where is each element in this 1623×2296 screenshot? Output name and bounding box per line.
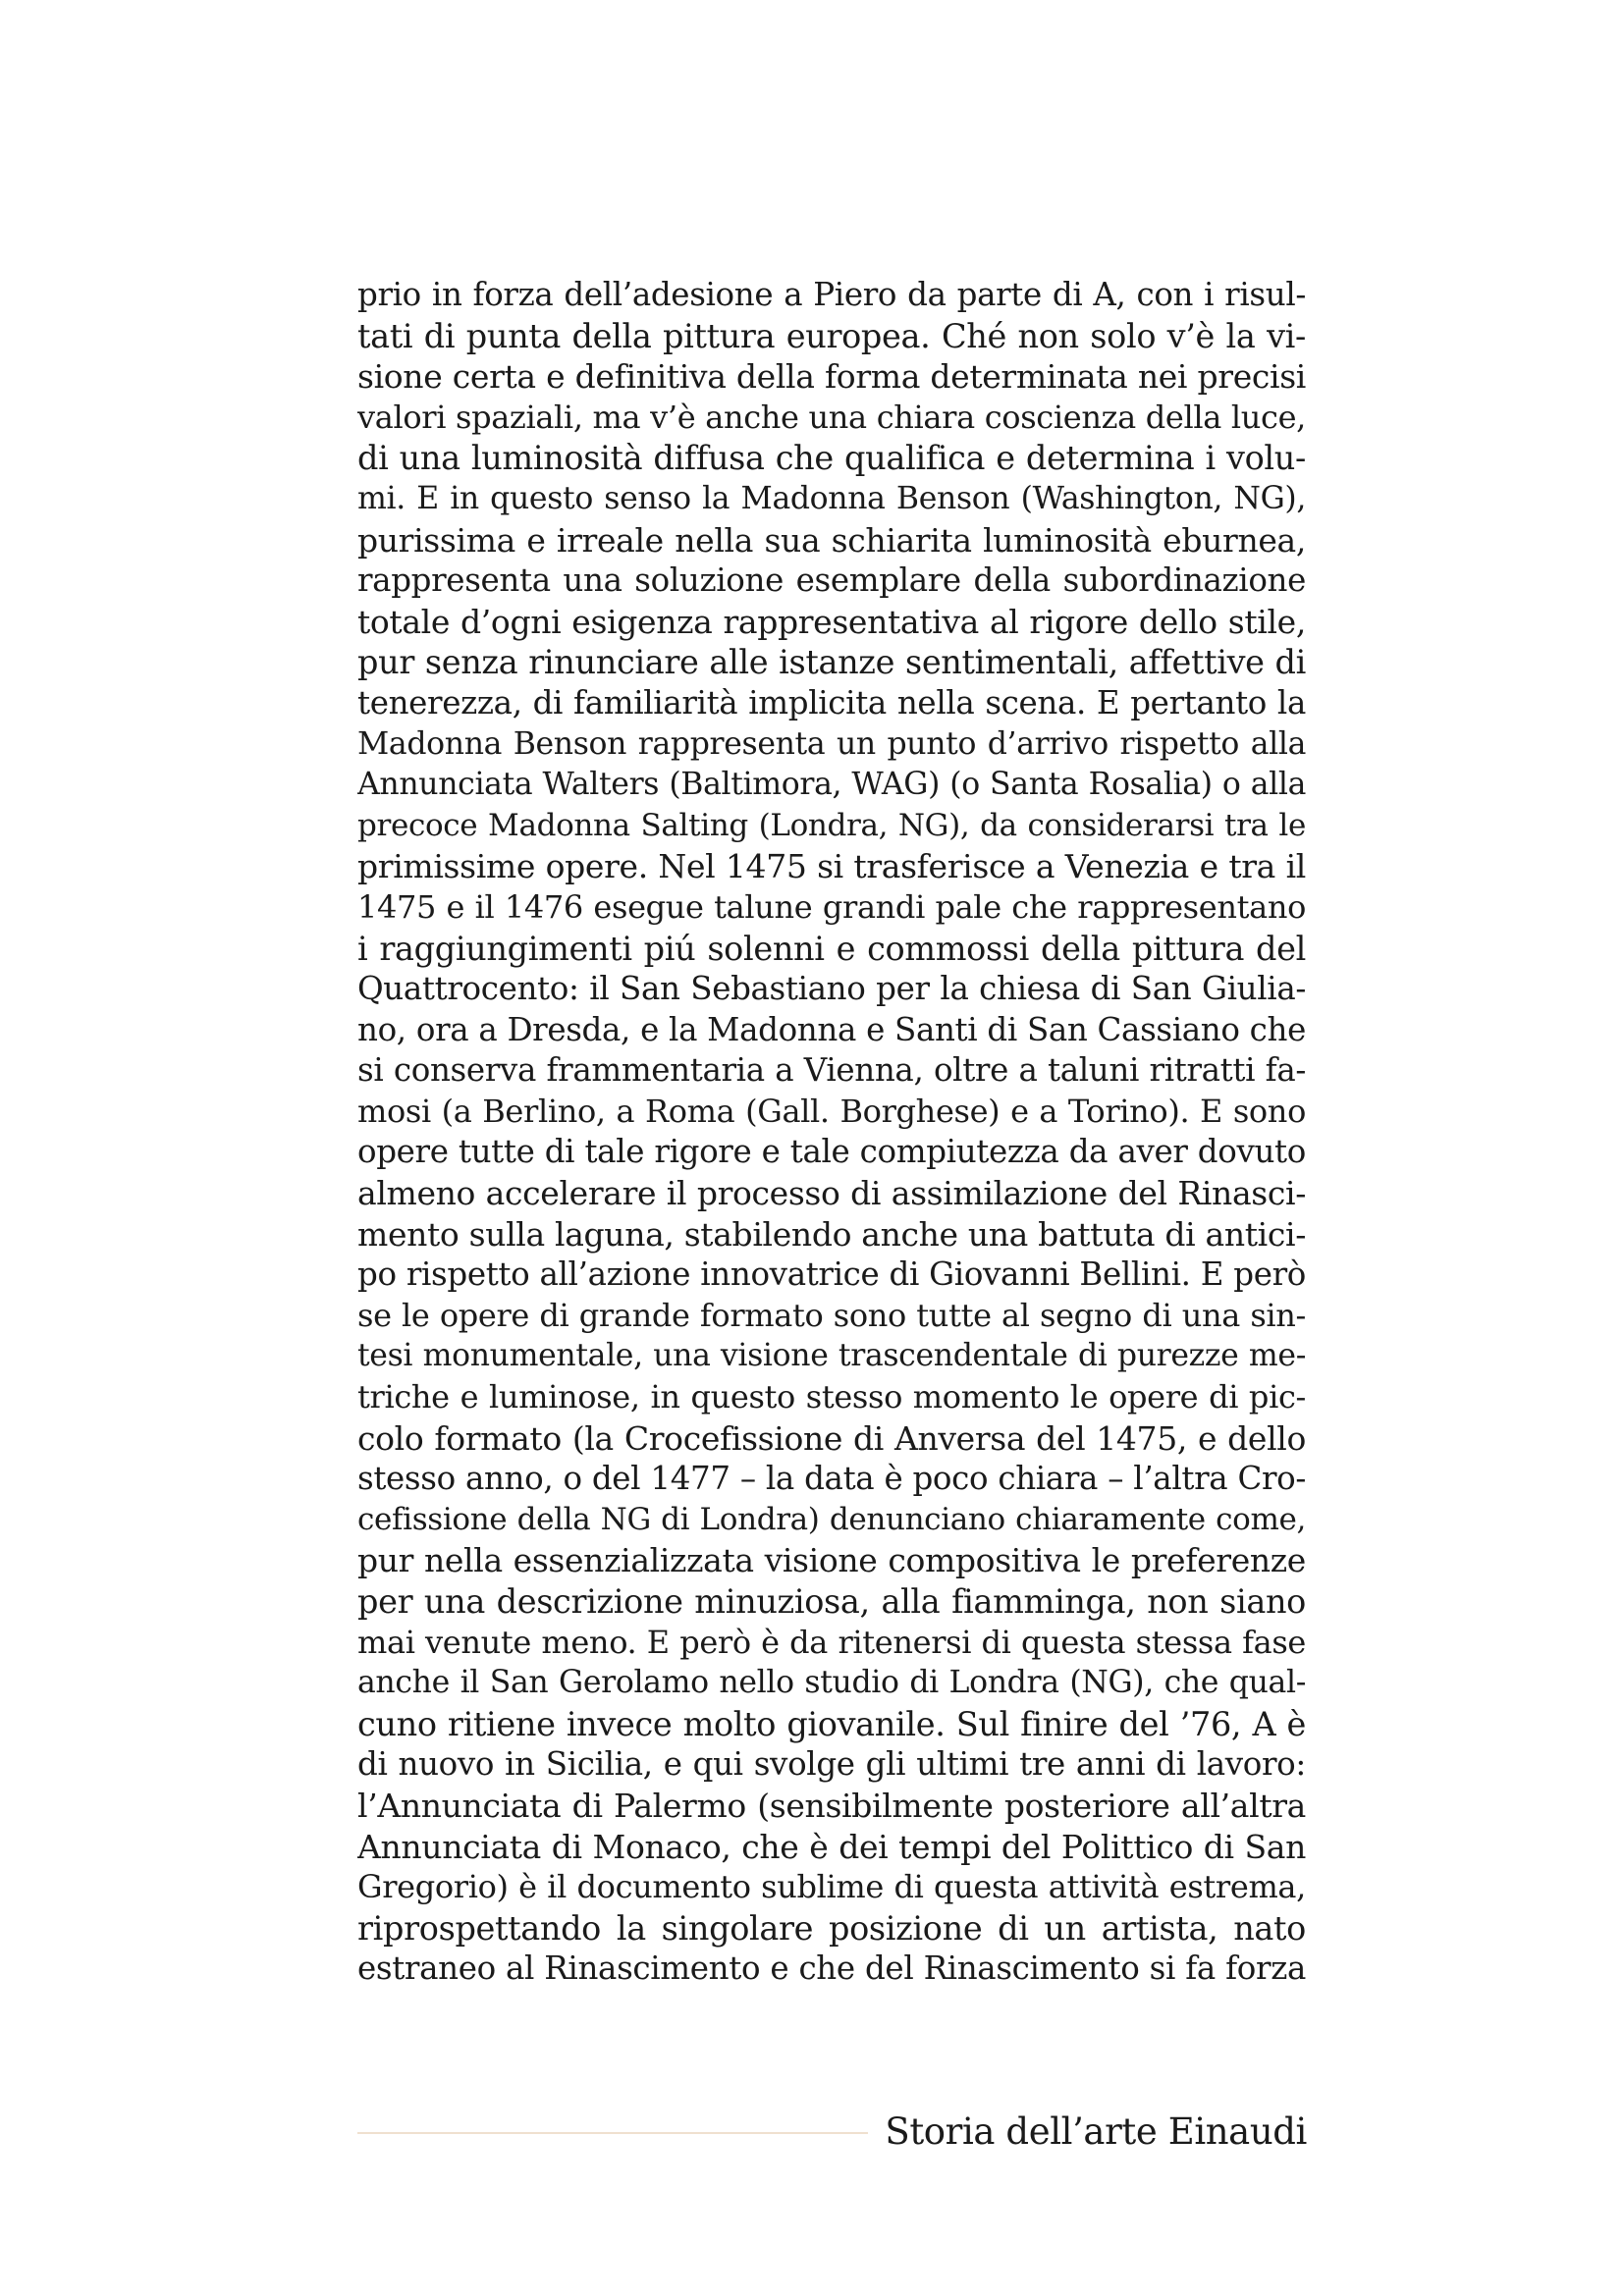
- text-line: Annunciata di Monaco, che è dei tempi del Polittico di San: [357, 1827, 1306, 1866]
- text-line: mi. E in questo senso la Madonna Benson (Washington, NG),: [357, 480, 1306, 516]
- text-line: valori spaziali, ma v’è anche una chiara coscienza della luce,: [357, 398, 1306, 436]
- text-line: anche il San Gerolamo nello studio di Londra (NG), che qual-: [357, 1665, 1306, 1701]
- footer-rule: [357, 2132, 868, 2134]
- text-line: l’Annunciata di Palermo (sensibilmente posteriore all’altra: [357, 1786, 1306, 1825]
- text-line: mai venute meno. E però è da ritenersi di questa stessa fase: [357, 1623, 1306, 1661]
- text-line: pur nella essenzializzata visione compositiva le preferenze: [357, 1541, 1306, 1580]
- text-line: po rispetto all’azione innovatrice di Giovanni Bellini. E però: [357, 1255, 1306, 1294]
- text-line: per una descrizione minuziosa, alla fiamminga, non siano: [357, 1582, 1306, 1621]
- text-line: pur senza rinunciare alle istanze sentimentali, affettive di: [357, 643, 1306, 682]
- text-line: i raggiungimenti piú solenni e commossi della pittura del: [357, 929, 1306, 968]
- text-line: stesso anno, o del 1477 – la data è poco chiara – l’altra Cro-: [357, 1460, 1306, 1498]
- body-text: [357, 275, 1306, 1990]
- text-line: se le opere di grande formato sono tutte al segno di una sin-: [357, 1296, 1306, 1334]
- text-line: mosi (a Berlino, a Roma (Gall. Borghese) e a Torino). E sono: [357, 1092, 1306, 1130]
- text-line: sione certa e definitiva della forma determinata nei precisi: [357, 357, 1306, 397]
- text-line: prio in forza dell’adesione a Piero da parte di A, con i risul-: [357, 276, 1306, 313]
- text-line: totale d’ogni esigenza rappresentativa al rigore dello stile,: [357, 602, 1306, 641]
- text-line: primissime opere. Nel 1475 si trasferisce a Venezia e tra il: [357, 847, 1306, 886]
- text-line: colo formato (la Crocefissione di Anversa del 1475, e dello: [357, 1418, 1306, 1458]
- text-line: tati di punta della pittura europea. Ché non solo v’è la vi-: [357, 316, 1306, 355]
- footer-label: Storia dell’arte Einaudi: [885, 2110, 1307, 2153]
- text-line: Madonna Benson rappresenta un punto d’arrivo rispetto alla: [357, 725, 1306, 762]
- text-line: rappresenta una soluzione esemplare della subordinazione: [357, 561, 1306, 600]
- text-line: tenerezza, di familiarità implicita nella scena. E pertanto la: [357, 683, 1306, 721]
- text-line: opere tutte di tale rigore e tale compiutezza da aver dovuto: [357, 1133, 1306, 1171]
- text-line: Quattrocento: il San Sebastiano per la chiesa di San Giulia-: [357, 970, 1306, 1008]
- text-line: tesi monumentale, una visione trascendentale di purezze me-: [357, 1338, 1306, 1374]
- text-line: triche e luminose, in questo stesso momento le opere di pic-: [357, 1378, 1306, 1416]
- text-line: cefissione della NG di Londra) denunciano chiaramente come,: [357, 1501, 1306, 1537]
- text-line: precoce Madonna Salting (Londra, NG), da considerarsi tra le: [357, 807, 1306, 843]
- text-line: purissima e irreale nella sua schiarita luminosità eburnea,: [357, 520, 1306, 560]
- text-line: almeno accelerare il processo di assimilazione del Rinasci-: [357, 1174, 1306, 1213]
- text-line: cuno ritiene invece molto giovanile. Sul finire del ’76, A è: [357, 1704, 1306, 1743]
- text-line: di una luminosità diffusa che qualifica e determina i volu-: [357, 439, 1306, 478]
- text-line: Gregorio) è il documento sublime di questa attività estrema,: [357, 1868, 1306, 1906]
- text-line: si conserva frammentaria a Vienna, oltre a taluni ritratti fa-: [357, 1051, 1306, 1090]
- text-line: Annunciata Walters (Baltimora, WAG) (o Santa Rosalia) o alla: [357, 767, 1306, 803]
- text-line: 1475 e il 1476 esegue talune grandi pale che rappresentano: [357, 887, 1306, 926]
- text-line: no, ora a Dresda, e la Madonna e Santi di San Cassiano che: [357, 1010, 1306, 1048]
- text-line: riprospettando la singolare posizione di un artista, nato: [357, 1908, 1306, 1948]
- text-line: mento sulla laguna, stabilendo anche una battuta di antici-: [357, 1214, 1306, 1254]
- text-line: estraneo al Rinascimento e che del Rinascimento si fa forza: [357, 1949, 1306, 1988]
- text-line: di nuovo in Sicilia, e qui svolge gli ultimi tre anni di lavoro:: [357, 1745, 1306, 1784]
